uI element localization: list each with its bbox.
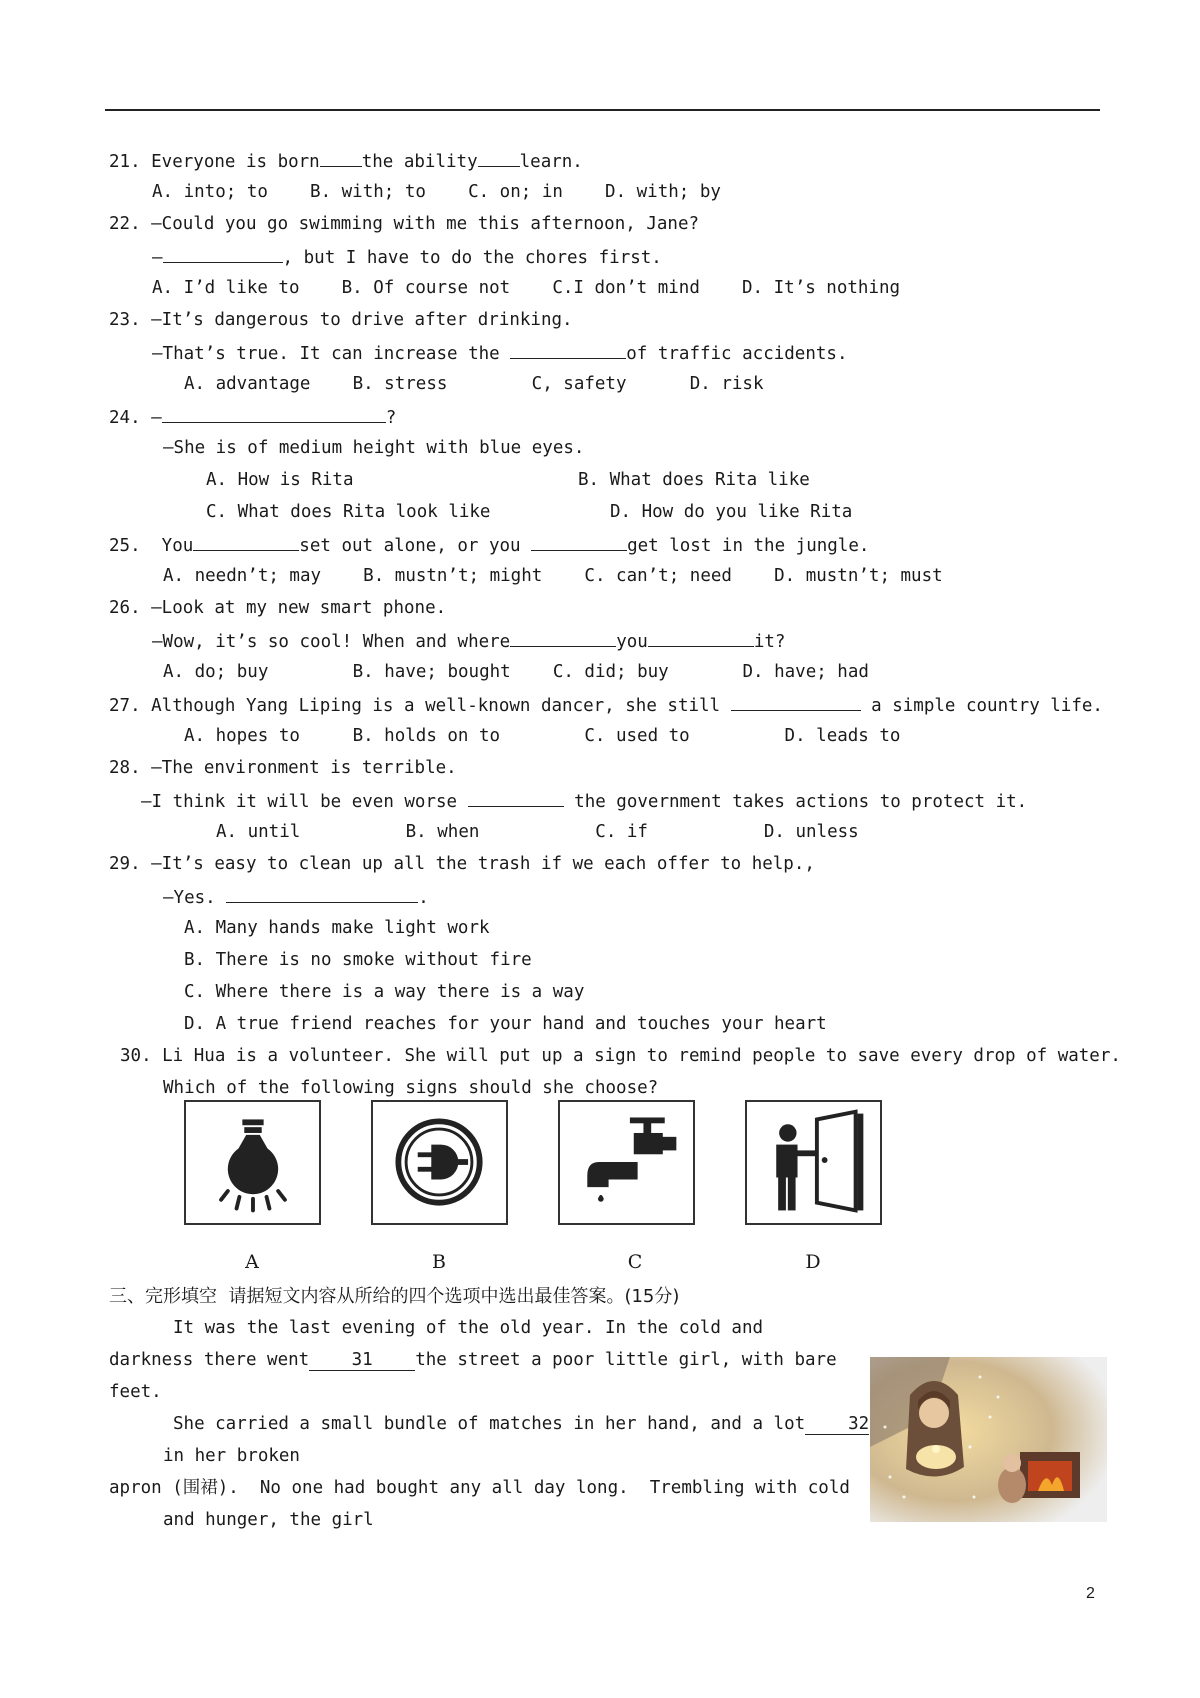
cloze-blank-31: 31 (309, 1352, 415, 1371)
q25-options: A. needn’t; may B. mustn’t; might C. can’t; need D. mustn’t; must (163, 566, 943, 586)
q21-options: A. into; to B. with; to C. on; in D. with; by (152, 182, 721, 202)
question-21: 21. Everyone is born the ability learn. (109, 152, 583, 172)
sign-letter-a: A (245, 1251, 259, 1273)
question-30: 30. Li Hua is a volunteer. She will put up a sign to remind people to save every drop of water. (120, 1046, 1121, 1066)
q24-reply: —She is of medium height with blue eyes. (163, 438, 585, 458)
answer-blank (193, 536, 299, 551)
answer-blank (510, 632, 616, 647)
q24-option-d: D. How do you like Rita (610, 502, 853, 522)
sign-c (558, 1100, 695, 1225)
q23-reply: —That’s true. It can increase the of traffic accidents. (152, 344, 848, 364)
q22-reply: — , but I have to do the chores first. (152, 248, 662, 268)
power-plug-icon (373, 1102, 506, 1223)
person-closing-door-icon (747, 1102, 880, 1223)
question-25: 25. You set out alone, or you get lost in the jungle. (109, 536, 870, 556)
q28-options: A. until B. when C. if D. unless (216, 822, 859, 842)
q28-reply: —I think it will be even worse the government takes actions to protect it. (141, 792, 1028, 812)
q22-options: A. I’d like to B. Of course not C.I don’t mind D. It’s nothing (152, 278, 901, 298)
answer-blank (648, 632, 754, 647)
sign-a (184, 1100, 321, 1225)
cloze-text-line: and hunger, the girl (163, 1510, 374, 1530)
q23-options: A. advantage B. stress C, safety D. risk (184, 374, 764, 394)
answer-blank (510, 344, 626, 359)
page-number: 2 (1086, 1585, 1095, 1602)
question-23: 23. —It’s dangerous to drive after drinking. (109, 310, 573, 330)
cloze-text-line: darkness there went 31 the street a poor little girl, with bare (109, 1350, 837, 1370)
sign-letter-b: B (432, 1251, 446, 1273)
answer-blank (226, 888, 418, 903)
answer-blank (163, 248, 283, 263)
answer-blank (731, 696, 861, 711)
q26-reply: —Wow, it’s so cool! When and where you it? (152, 632, 786, 652)
answer-blank (531, 536, 627, 551)
q29-option-c: C. Where there is a way there is a way (184, 982, 585, 1002)
q29-reply: —Yes. . (163, 888, 429, 908)
light-bulb-icon (186, 1102, 319, 1223)
answer-blank (162, 408, 386, 423)
q29-option-a: A. Many hands make light work (184, 918, 490, 938)
answer-blank (320, 152, 362, 167)
sign-letter-d: D (805, 1251, 821, 1273)
water-tap-icon (560, 1102, 693, 1223)
q24-option-c: C. What does Rita look like (206, 502, 491, 522)
header-rule (105, 109, 1100, 111)
answer-blank (468, 792, 564, 807)
sign-b (371, 1100, 508, 1225)
cloze-text-line: in her broken (163, 1446, 300, 1466)
question-27: 27. Although Yang Liping is a well-known dancer, she still a simple country life. (109, 696, 1103, 716)
q24-option-a: A. How is Rita (206, 470, 354, 490)
question-22: 22. —Could you go swimming with me this afternoon, Jane? (109, 214, 700, 234)
question-24: 24. — ? (109, 408, 397, 428)
q29-option-b: B. There is no smoke without fire (184, 950, 532, 970)
q24-option-b: B. What does Rita like (578, 470, 810, 490)
sign-d (745, 1100, 882, 1225)
question-30-line2: Which of the following signs should she choose? (163, 1078, 659, 1098)
answer-blank (478, 152, 520, 167)
cloze-blank-32: 32 (805, 1416, 869, 1435)
question-28: 28. —The environment is terrible. (109, 758, 457, 778)
q26-options: A. do; buy B. have; bought C. did; buy D. have; had (163, 662, 869, 682)
question-29: 29. —It’s easy to clean up all the trash if we each offer to help., (109, 854, 815, 874)
q29-option-d: D. A true friend reaches for your hand and touches your heart (184, 1014, 827, 1034)
cloze-text-line: She carried a small bundle of matches in her hand, and a lot 32 (173, 1414, 870, 1434)
match-girl-illustration (870, 1357, 1107, 1522)
cloze-text-line: It was the last evening of the old year. In the cold and (173, 1318, 764, 1338)
section-heading: 三、完形填空 请据短文内容从所给的四个选项中选出最佳答案。(15分) (109, 1286, 680, 1307)
cloze-text-line: apron (围裙). No one had bought any all day long. Trembling with cold (109, 1478, 850, 1498)
q27-options: A. hopes to B. holds on to C. used to D. leads to (184, 726, 901, 746)
question-26: 26. —Look at my new smart phone. (109, 598, 447, 618)
sign-letter-c: C (627, 1251, 643, 1273)
cloze-text-line: feet. (109, 1382, 162, 1402)
